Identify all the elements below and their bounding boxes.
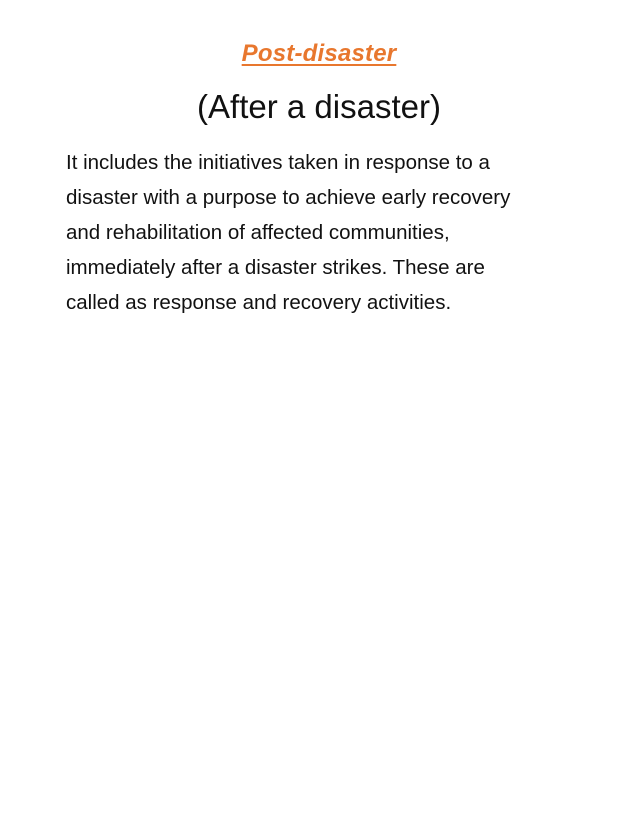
- body-paragraph: [66, 145, 596, 320]
- paragraph-line: disaster with a purpose to achieve early recovery: [66, 186, 511, 209]
- paragraph-line: It includes the initiatives taken in response to a: [66, 151, 490, 174]
- paragraph-line: and rehabilitation of affected communities,: [66, 221, 450, 244]
- page-subtitle: (After a disaster): [197, 88, 441, 125]
- paragraph-line: called as response and recovery activities.: [66, 291, 452, 314]
- paragraph-line: immediately after a disaster strikes. These are: [66, 256, 485, 279]
- page-title: Post-disaster: [241, 40, 397, 67]
